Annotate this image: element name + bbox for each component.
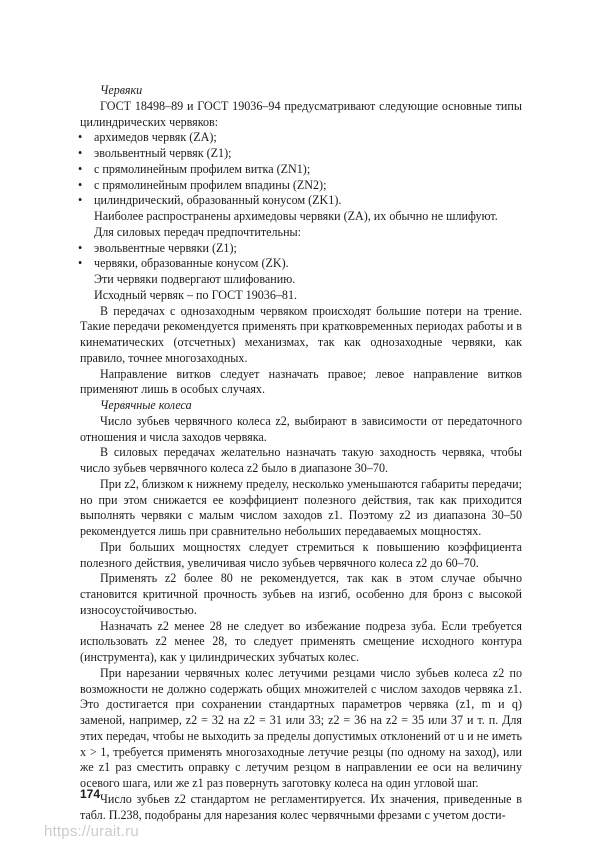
paragraph-under-28: Назначать z2 менее 28 не следует во избежание подреза зуба. Если требуется использовать z2 менее 28, то следует применять смещение исходного контура (инструмента), как у цилиндрических зубчатых колес. (80, 618, 522, 664)
paragraph-ground-note: Эти червяки подвергают шлифованию. (94, 272, 296, 286)
list-item: • эвольвентные червяки (Z1); (80, 241, 522, 257)
section-heading-wheels: Червячные колеса (100, 398, 192, 412)
paragraph-not-regulated: Число зубьев z2 стандартом не регламентируется. Их значения, приведенные в табл. П.238, подобраны для нарезания колес червячными фрезами с учетом дости- (80, 791, 522, 822)
paragraph-single-start: В передачах с однозаходным червяком происходят большие потери на трение. Такие передачи рекомендуется применять при кратковременных периодах работы и в кинематических (отсчетных) механизмах, так как однозаходные червяки, как правило, точнее многозаходных. (80, 303, 522, 365)
paragraph-source-note: Исходный червяк – по ГОСТ 19036–81. (94, 287, 298, 302)
paragraph-power-pref: Для силовых передач предпочтительны: (94, 224, 302, 239)
paragraph-fly-cutters: При нарезании червячных колес летучими резцами число зубьев колеса z2 по возможности не должно содержать общих множителей с числом заходов червяка z1. Это достигается при сохранении стандартных параметров червяка (z1, m и q) заменой, например, z2 = 32 на z2 = 31 или 33; z2 = 36 на z2 = 35 или 37 и т. п. Для этих передач, чтобы не выходить за пределы допустимых отклонений от u и не иметь x > 1, требуется применять многозаходные летучие резцы (по одному на заход), или же z1 раз сместить оправку с летучим резцом в направлении ее оси на величину осевого шага, или же z1 раз повернуть заготовку колеса на один угловой шаг. (80, 665, 522, 790)
paragraph-intro: ГОСТ 18498–89 и ГОСТ 19036–94 предусматривают следующие основные типы цилиндрических червяков: (80, 98, 522, 129)
paragraph-high-power: При больших мощностях следует стремиться к повышению коэффициента полезного действия, увеличивая число зубьев червячного колеса z2 до 60–70. (80, 539, 522, 570)
paragraph-direction: Направление витков следует назначать правое; левое направление витков применяют лишь в особых случаях. (80, 366, 522, 397)
watermark: https://urait.ru (44, 823, 139, 840)
page-number: 174 (80, 787, 101, 801)
paragraph-lower-limit: При z2, близком к нижнему пределу, несколько уменьшаются габариты передачи; но при этом снижается ее коэффициент полезного действия, так как приходится выполнять червяки с малым числом заходов z1. Поэтому z2 из диапазона 30–50 рекомендуется лишь при сравнительно небольших передаваемых мощностях. (80, 476, 522, 538)
list-item: • с прямолинейным профилем витка (ZN1); (80, 162, 522, 178)
list-item: • архимедов червяк (ZA); (80, 130, 522, 146)
list-item: • червяки, образованные конусом (ZK). (80, 256, 522, 272)
page-body (80, 83, 522, 823)
paragraph-teeth-choice: Число зубьев червячного колеса z2, выбирают в зависимости от передаточного отношения и числа заходов червяка. (80, 413, 522, 444)
worm-types-list (80, 130, 522, 209)
paragraph-over-80: Применять z2 более 80 не рекомендуется, так как в этом случае обычно становится критичной прочность зубьев на изгиб, особенно для бронз с высокой износоустойчивостью. (80, 571, 522, 617)
list-item: • эвольвентный червяк (Z1); (80, 146, 522, 162)
list-item: • с прямолинейным профилем впадины (ZN2); (80, 178, 522, 194)
paragraph-power-start: В силовых передачах желательно назначать такую заходность червяка, чтобы число зубьев червячного колеса z2 было в диапазоне 30–70. (80, 445, 522, 475)
power-worms-list (80, 241, 522, 273)
list-item: • цилиндрический, образованный конусом (ZK1). (80, 193, 522, 209)
paragraph-common-note: Наиболее распространены архимедовы червяки (ZA), их обычно не шлифуют. (94, 209, 498, 223)
section-heading-worms: Червяки (100, 83, 143, 97)
